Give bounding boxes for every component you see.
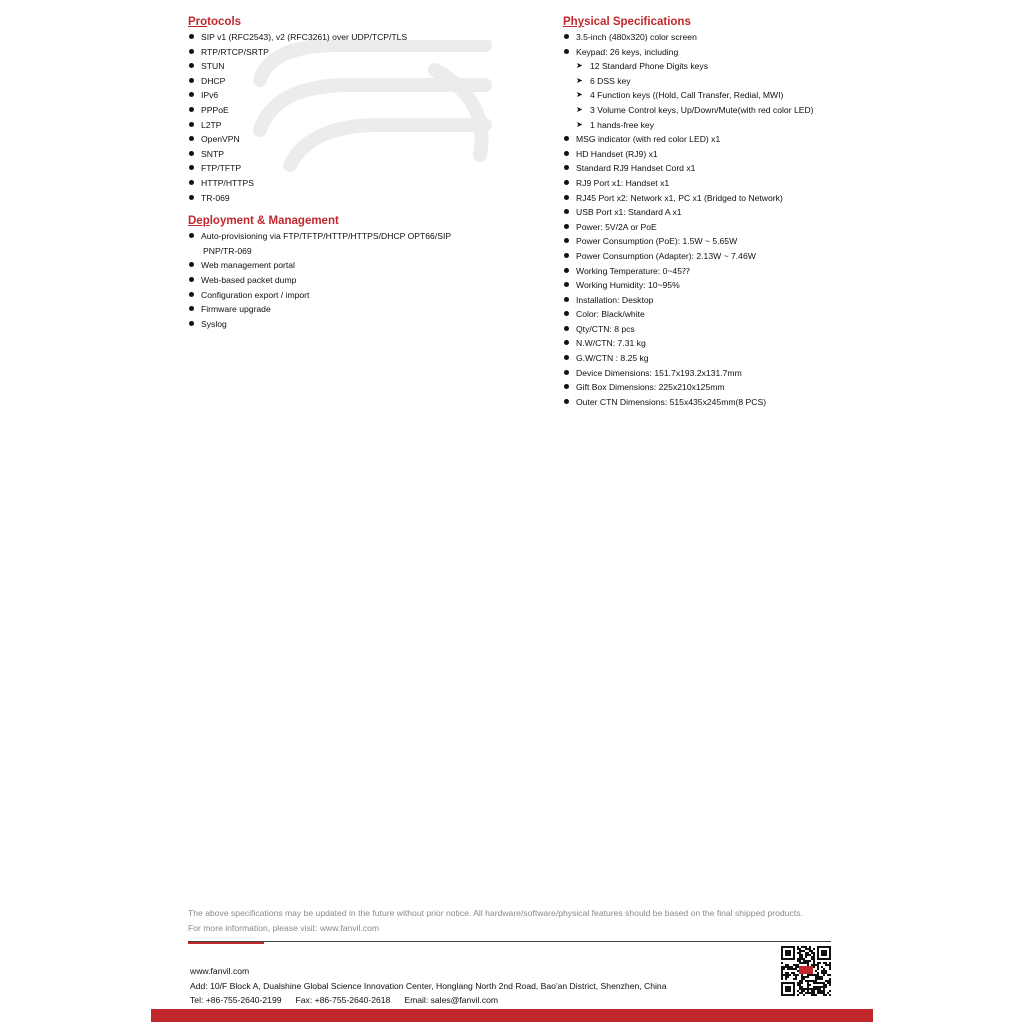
bullet-icon [564,34,569,39]
bullet-icon [564,268,569,273]
bullet-icon [564,370,569,375]
footer-accent-rule [188,942,264,944]
qr-code-icon [781,946,831,996]
disclaimer-note [188,906,848,936]
fax-text: Fax: +86-755-2640-2618 [295,995,391,1006]
list-item: Web management portal [188,258,518,273]
bullet-icon [189,277,194,282]
website-link[interactable]: www.fanvil.com [190,966,250,976]
bullet-icon [564,151,569,156]
bullet-icon [564,165,569,170]
physical-specifications-heading: Physical Specifications [563,16,691,28]
list-item: PPPoE [188,103,518,118]
list-item: RJ9 Port x1: Handset x1 [563,176,883,191]
list-item: Working Temperature: 0~45⁇ [563,264,883,279]
list-item: Configuration export / import [188,288,518,303]
bullet-icon [189,136,194,141]
bullet-icon [189,233,194,238]
bullet-icon [564,49,569,54]
address-text: Add: 10/F Block A, Dualshine Global Science Innovation Center, Honglang North 2nd Road, Bao'an District, Shenzhen, China [190,980,667,991]
bullet-icon [189,63,194,68]
list-item: USB Port x1: Standard A x1 [563,205,883,220]
bullet-icon [189,49,194,54]
list-item: 3.5-inch (480x320) color screen [563,30,883,45]
list-item: Device Dimensions: 151.7x193.2x131.7mm [563,366,883,381]
sub-list-item: ➤ 12 Standard Phone Digits keys [563,59,883,74]
bullet-icon [189,292,194,297]
bullet-icon [564,136,569,141]
list-item: TR-069 [188,191,518,206]
deployment-heading: Deployment & Management [188,215,339,228]
right-column [563,14,883,409]
sub-list-item: ➤ 6 DSS key [563,74,883,89]
disclaimer-line: The above specifications may be updated in the future without prior notice. All hardware/software/physical features should be based on the final shipped products. [188,908,803,918]
arrow-bullet-icon: ➤ [576,104,583,114]
list-item: Standard RJ9 Handset Cord x1 [563,161,883,176]
list-item: HD Handset (RJ9) x1 [563,147,883,162]
protocols-heading: Protocols [188,16,242,28]
sub-list-item: ➤ 4 Function keys ((Hold, Call Transfer, Redial, MWI) [563,88,883,103]
sub-list-item: ➤ 3 Volume Control keys, Up/Down/Mute(with red color LED) [563,103,883,118]
list-item: N.W/CTN: 7.31 kg [563,336,883,351]
contact-block [190,964,667,1008]
list-item: L2TP [188,118,518,133]
bullet-icon [564,238,569,243]
list-item: Syslog [188,317,518,332]
list-item: Working Humidity: 10~95% [563,278,883,293]
bullet-icon [564,282,569,287]
list-item: Power Consumption (Adapter): 2.13W ~ 7.46W [563,249,883,264]
arrow-bullet-icon: ➤ [576,119,583,129]
tel-text: Tel: +86-755-2640-2199 [190,995,282,1006]
bullet-icon [189,165,194,170]
list-item: G.W/CTN : 8.25 kg [563,351,883,366]
bullet-icon [189,34,194,39]
bullet-icon [564,326,569,331]
list-item: SNTP [188,147,518,162]
more-info-line: For more information, please visit: www.fanvil.com [188,923,380,933]
bullet-icon [564,180,569,185]
list-item: MSG indicator (with red color LED) x1 [563,132,883,147]
bullet-icon [189,78,194,83]
list-item: Firmware upgrade [188,302,518,317]
bullet-icon [564,253,569,258]
bullet-icon [189,262,194,267]
phone-line [190,993,667,1008]
list-item: RJ45 Port x2: Network x1, PC x1 (Bridged to Network) [563,191,883,206]
bullet-icon [564,297,569,302]
list-item: Installation: Desktop [563,293,883,308]
bullet-icon [189,321,194,326]
bullet-icon [564,355,569,360]
brand-bottom-bar [151,1009,873,1022]
list-item: Outer CTN Dimensions: 515x435x245mm(8 PCS) [563,395,883,410]
deployment-list [188,229,518,331]
list-item: Keypad: 26 keys, including [563,45,883,60]
list-item: OpenVPN [188,132,518,147]
list-item: Color: Black/white [563,307,883,322]
list-item: IPv6 [188,88,518,103]
arrow-bullet-icon: ➤ [576,75,583,85]
bullet-icon [189,151,194,156]
list-item: Power Consumption (PoE): 1.5W ~ 5.65W [563,234,883,249]
protocols-list [188,30,518,205]
bullet-icon [564,195,569,200]
list-item: HTTP/HTTPS [188,176,518,191]
bullet-icon [564,311,569,316]
bullet-icon [189,180,194,185]
bullet-icon [189,306,194,311]
bullet-icon [189,122,194,127]
email-link[interactable]: Email: sales@fanvil.com [404,995,499,1006]
sub-list-item: ➤ 1 hands-free key [563,118,883,133]
bullet-icon [564,340,569,345]
bullet-icon [189,195,194,200]
left-column [188,14,518,331]
bullet-icon [189,92,194,97]
footer-divider [188,941,831,942]
bullet-icon [564,224,569,229]
bullet-icon [564,384,569,389]
list-item: STUN [188,59,518,74]
bullet-icon [189,107,194,112]
list-item: FTP/TFTP [188,161,518,176]
list-item: Gift Box Dimensions: 225x210x125mm [563,380,883,395]
list-item: Web-based packet dump [188,273,518,288]
list-item: Qty/CTN: 8 pcs [563,322,883,337]
list-item: SIP v1 (RFC2543), v2 (RFC3261) over UDP/TCP/TLS [188,30,518,45]
list-item: RTP/RTCP/SRTP [188,45,518,60]
arrow-bullet-icon: ➤ [576,61,583,71]
bullet-icon [564,209,569,214]
list-item: Auto-provisioning via FTP/TFTP/HTTP/HTTPS/DHCP OPT66/SIP PNP/TR-069 [188,229,518,258]
bullet-icon [564,399,569,404]
list-item: Power: 5V/2A or PoE [563,220,883,235]
arrow-bullet-icon: ➤ [576,90,583,100]
list-item: DHCP [188,74,518,89]
physical-specs-list [563,30,883,409]
